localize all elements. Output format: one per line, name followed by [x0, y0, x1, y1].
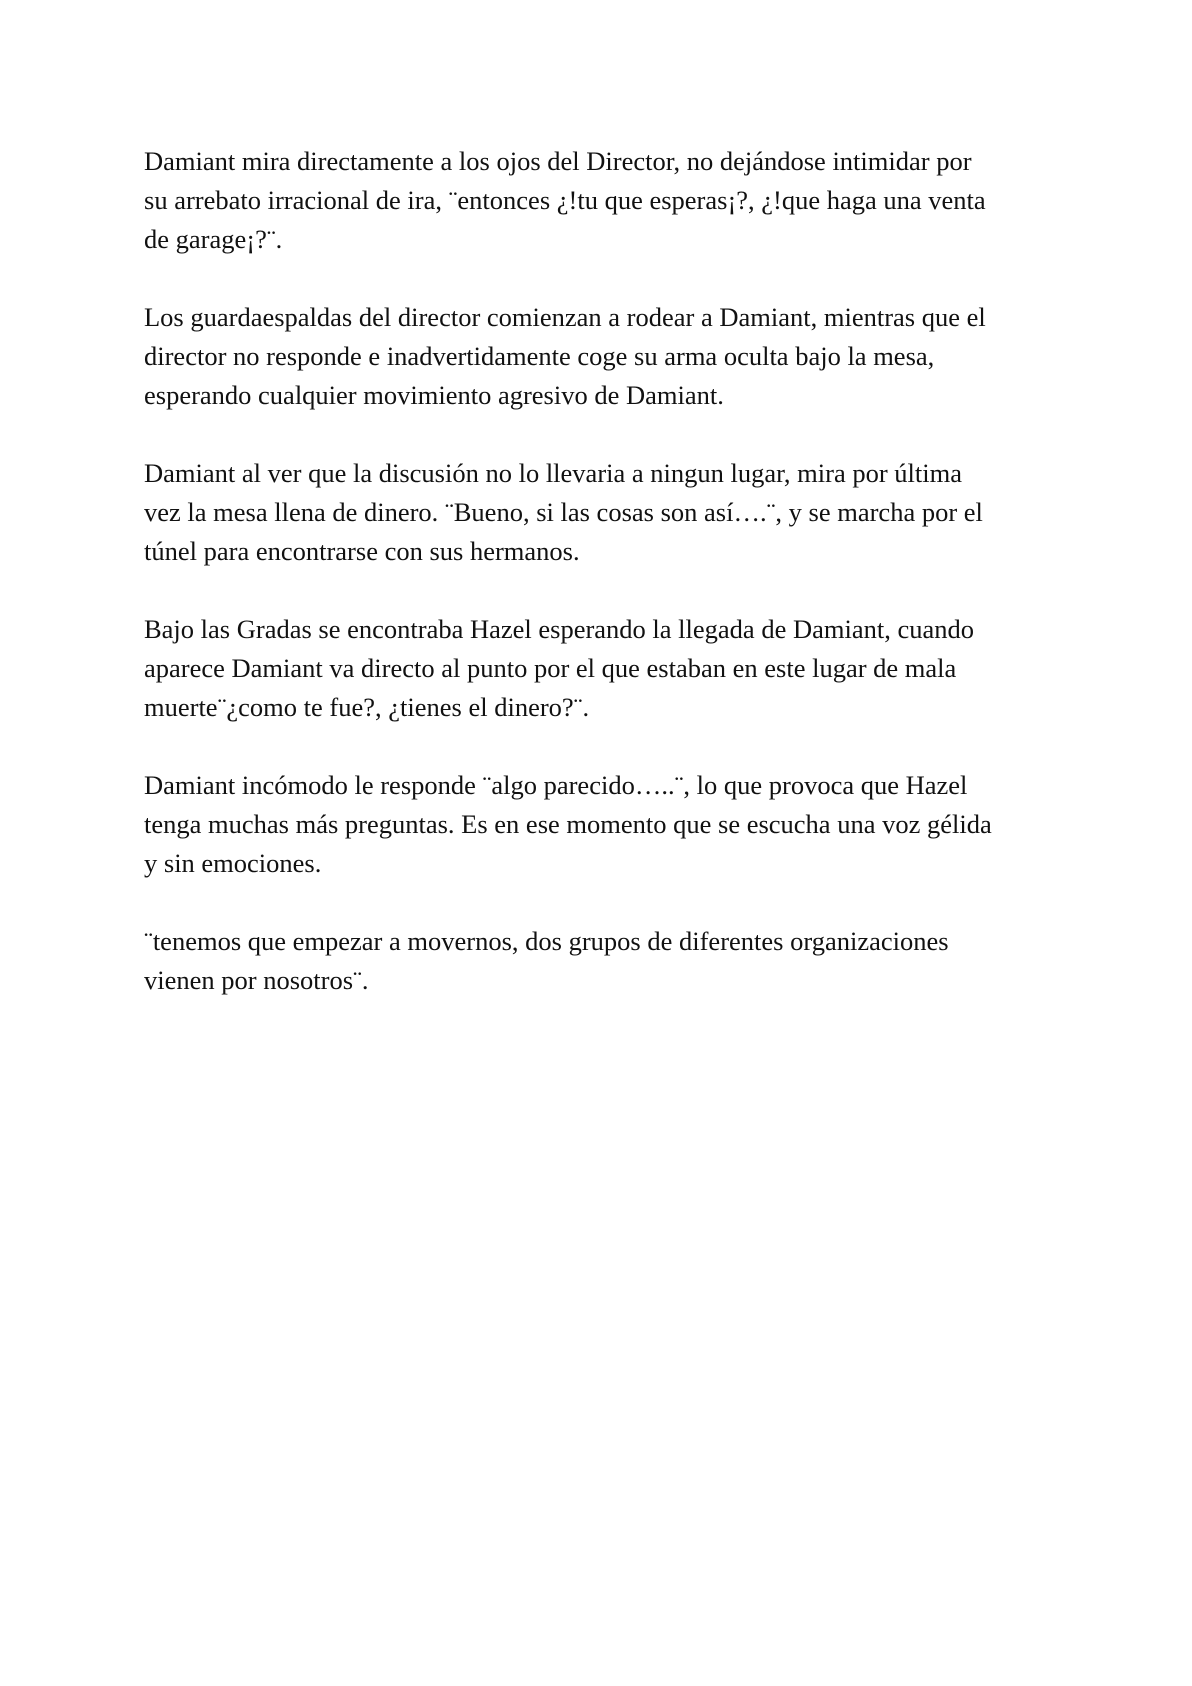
paragraph-4: Bajo las Gradas se encontraba Hazel esperando la llegada de Damiant, cuando aparece Damiant va directo al punto por el que estaban en este lugar de mala muerte¨¿como te fue?, ¿tienes el dinero?¨.	[144, 614, 974, 722]
paragraph-1: Damiant mira directamente a los ojos del Director, no dejándose intimidar por su arrebato irracional de ira, ¨entonces ¿!tu que esperas¡?, ¿!que haga una venta de garage¡?¨.	[144, 146, 986, 254]
document-body	[144, 142, 1060, 1039]
paragraph-2: Los guardaespaldas del director comienzan a rodear a Damiant, mientras que el director no responde e inadvertidamente coge su arma oculta bajo la mesa, esperando cualquier movimiento agresivo de Damiant.	[144, 302, 986, 410]
paragraph-5: Damiant incómodo le responde ¨algo parecido…..¨, lo que provoca que Hazel tenga muchas más preguntas. Es en ese momento que se escucha una voz gélida y sin emociones.	[144, 770, 992, 878]
paragraph-6: ¨tenemos que empezar a movernos, dos grupos de diferentes organizaciones vienen por nosotros¨.	[144, 926, 949, 995]
paragraph-3: Damiant al ver que la discusión no lo llevaria a ningun lugar, mira por última vez la mesa llena de dinero. ¨Bueno, si las cosas son así….¨, y se marcha por el túnel para encontrarse con sus hermanos.	[144, 458, 983, 566]
